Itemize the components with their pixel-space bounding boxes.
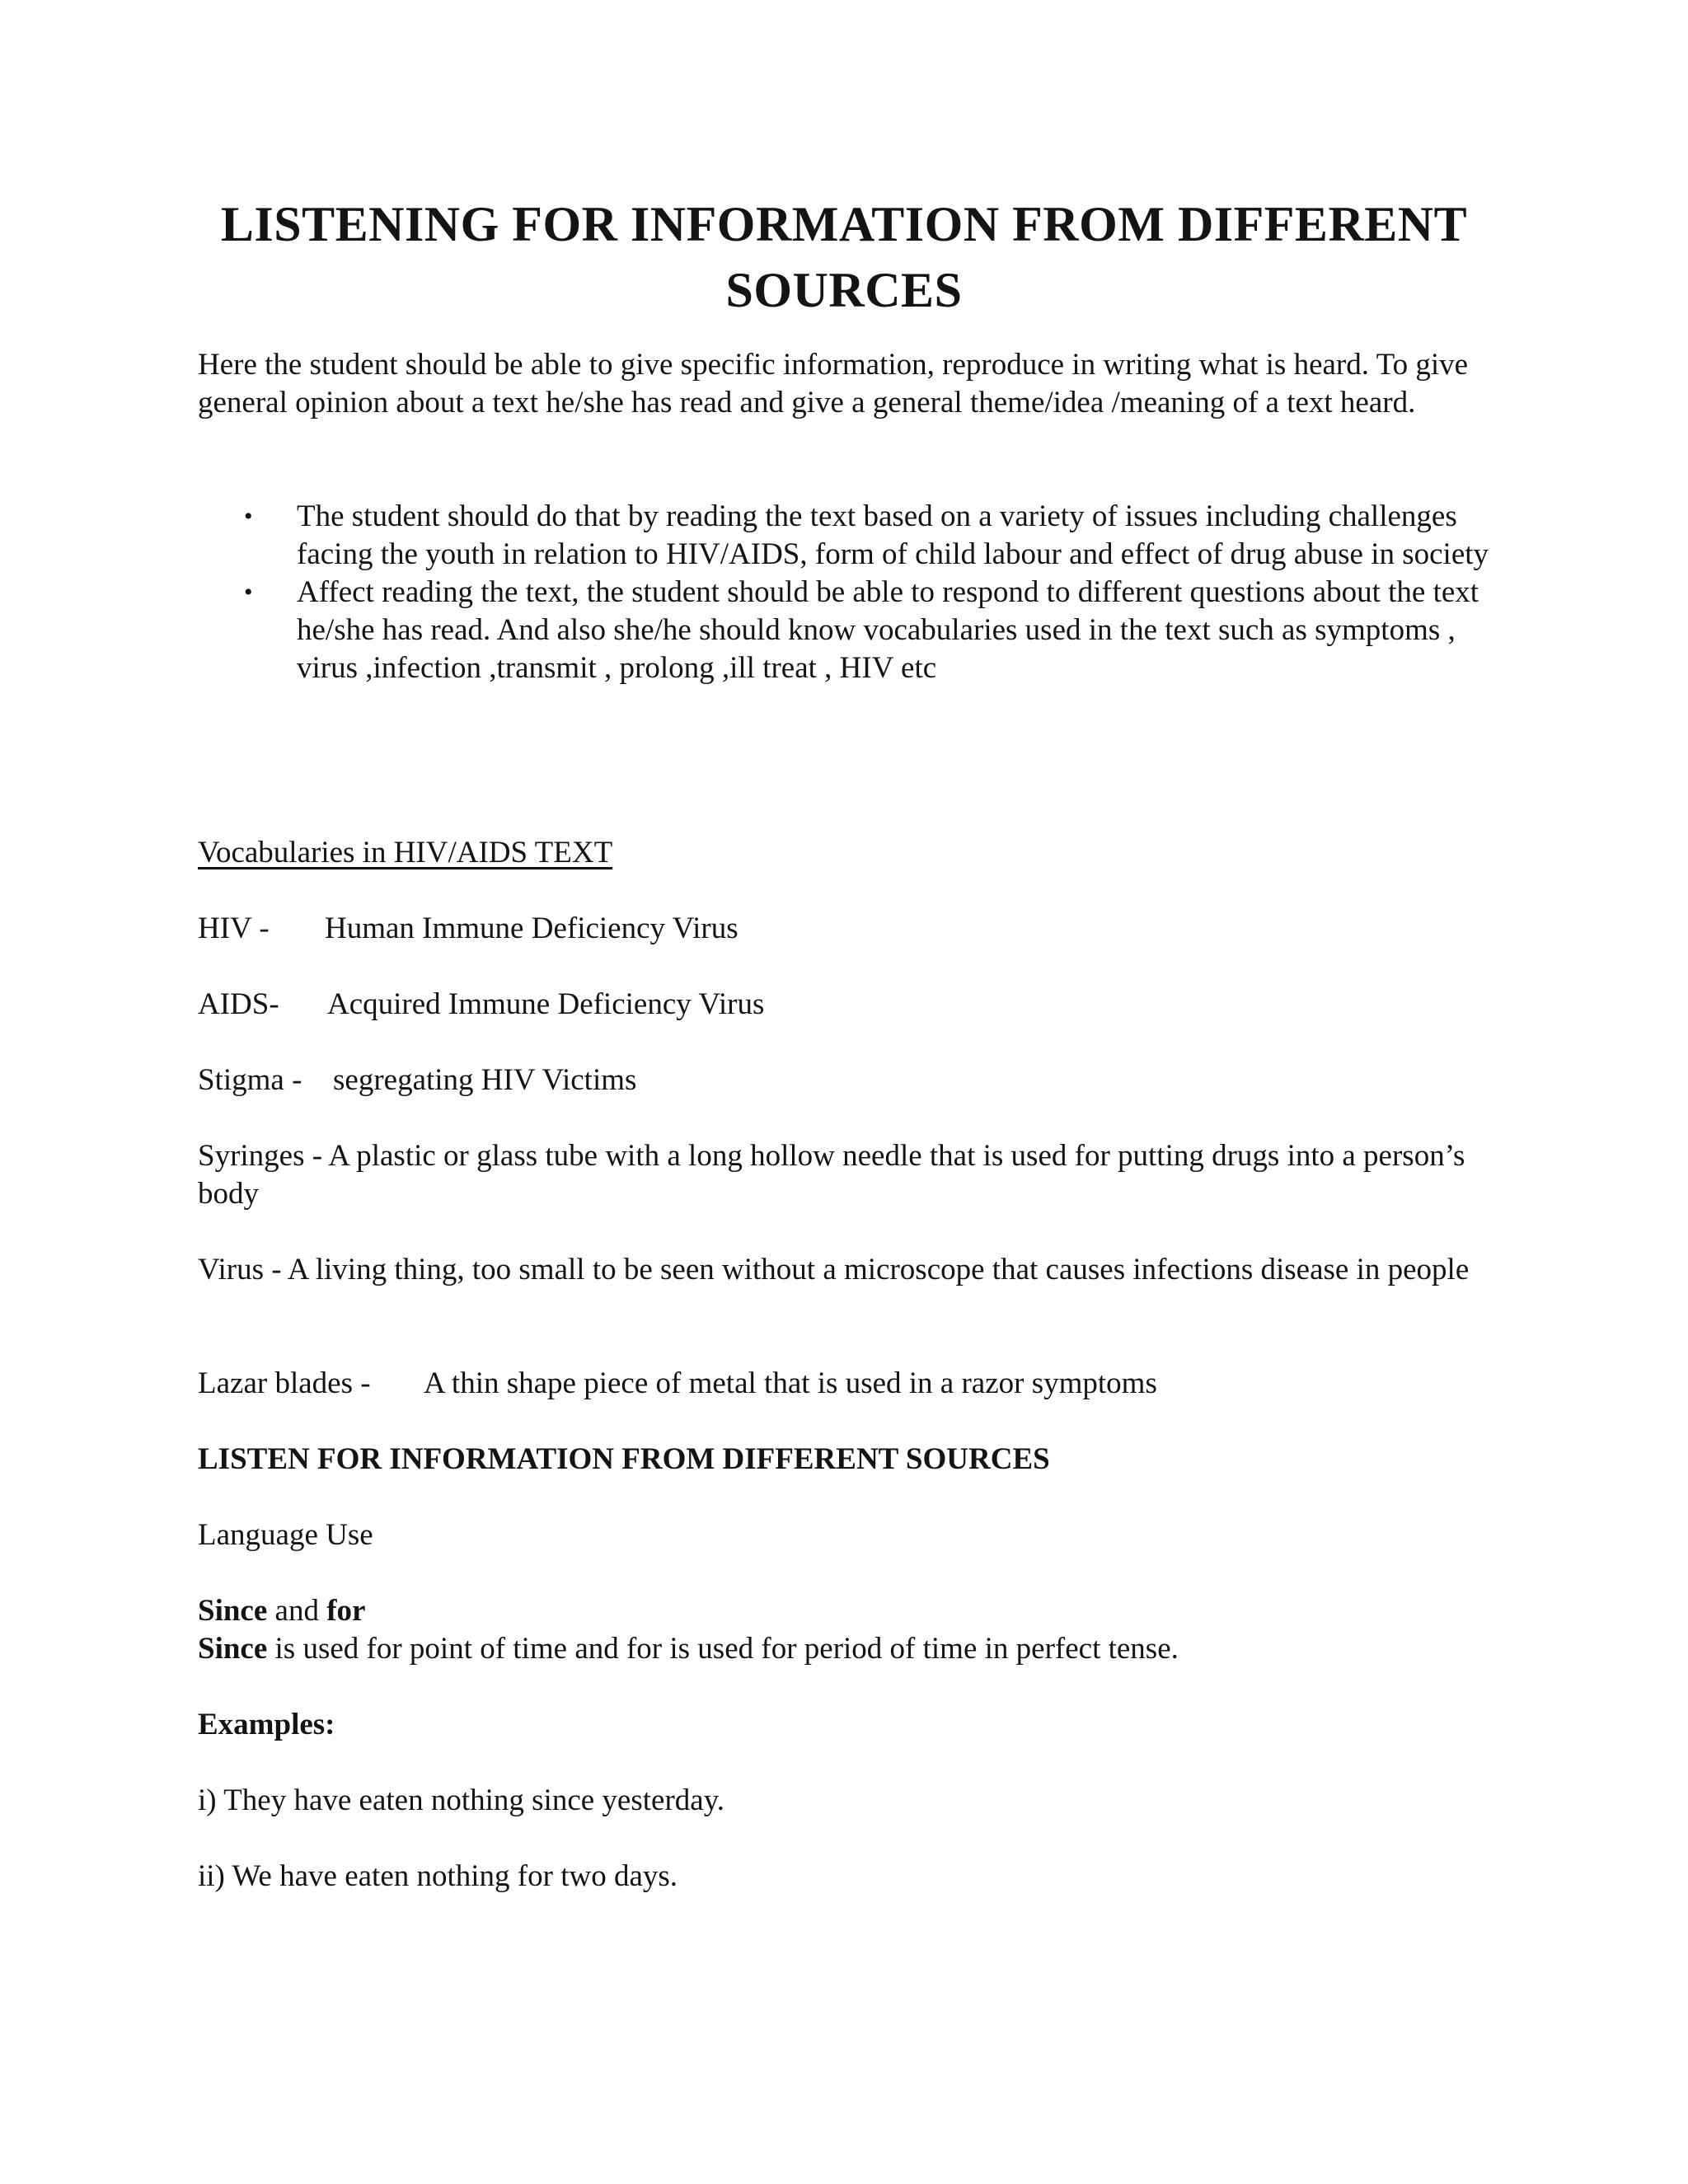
vocab-definition: A thin shape piece of metal that is used in a razor symptoms — [424, 1366, 1157, 1400]
language-use-label: Language Use — [198, 1518, 373, 1552]
bullet-text: Affect reading the text, the student should be able to respond to different questions about the text he/she has read. And also she/he should know vocabularies used in the text such as symptoms , virus ,infection ,transmit , prolong ,ill treat , HIV etc — [297, 575, 1479, 685]
since-for-heading — [198, 1592, 365, 1630]
explanation-text: is used for point of time and for is used for period of time in perfect tense. — [274, 1632, 1179, 1666]
vocab-term: Syringes - — [198, 1139, 323, 1173]
vocab-heading: Vocabularies in HIV/AIDS TEXT — [198, 836, 613, 869]
vocab-entry — [198, 1137, 1500, 1213]
vocab-definition: Human Immune Deficiency Virus — [325, 912, 738, 945]
examples-heading: Examples: — [198, 1708, 335, 1741]
example-sentence: ii) We have eaten nothing for two days. — [198, 1859, 678, 1893]
vocab-term: Lazar blades - — [198, 1366, 371, 1400]
since-word: Since — [198, 1594, 268, 1628]
vocab-entry — [198, 1062, 636, 1099]
intro-paragraph: Here the student should be able to give specific information, reproduce in writing what is heard. To give general opinion about a text he/she has read and give a general theme/idea /meaning of a text heard. — [198, 348, 1469, 419]
vocab-entry — [198, 1251, 1500, 1289]
vocab-entry — [198, 1365, 1157, 1403]
bullet-item — [198, 574, 1500, 687]
vocab-definition: segregating HIV Victims — [333, 1063, 637, 1097]
example-sentence: i) They have eaten nothing since yesterday. — [198, 1783, 725, 1817]
vocab-definition: A living thing, too small to be seen without a microscope that causes infections disease in people — [287, 1253, 1470, 1286]
vocab-term: AIDS- — [198, 987, 279, 1021]
bullet-icon: • — [244, 503, 253, 530]
bullet-item — [198, 498, 1500, 574]
for-word: for — [326, 1594, 366, 1628]
vocab-term: Virus - — [198, 1253, 282, 1286]
vocab-entry — [198, 910, 738, 948]
since-for-explanation — [198, 1630, 1179, 1668]
section-heading: LISTEN FOR INFORMATION FROM DIFFERENT SOURCES — [198, 1442, 1050, 1476]
vocab-term: HIV - — [198, 912, 270, 945]
page-title: LISTENING FOR INFORMATION FROM DIFFERENT SOURCES — [220, 197, 1468, 317]
vocab-entry — [198, 986, 764, 1024]
and-word: and — [274, 1594, 319, 1628]
bullet-icon: • — [244, 579, 253, 606]
bullet-list — [198, 498, 1500, 687]
vocab-definition: A plastic or glass tube with a long hollow needle that is used for putting drugs into a person’s body — [198, 1139, 1465, 1211]
bullet-text: The student should do that by reading the text based on a variety of issues including challenges facing the youth in relation to HIV/AIDS, form of child labour and effect of drug abuse in society — [297, 499, 1489, 571]
vocab-term: Stigma - — [198, 1063, 302, 1097]
since-word: Since — [198, 1632, 268, 1666]
vocab-definition: Acquired Immune Deficiency Virus — [327, 987, 765, 1021]
